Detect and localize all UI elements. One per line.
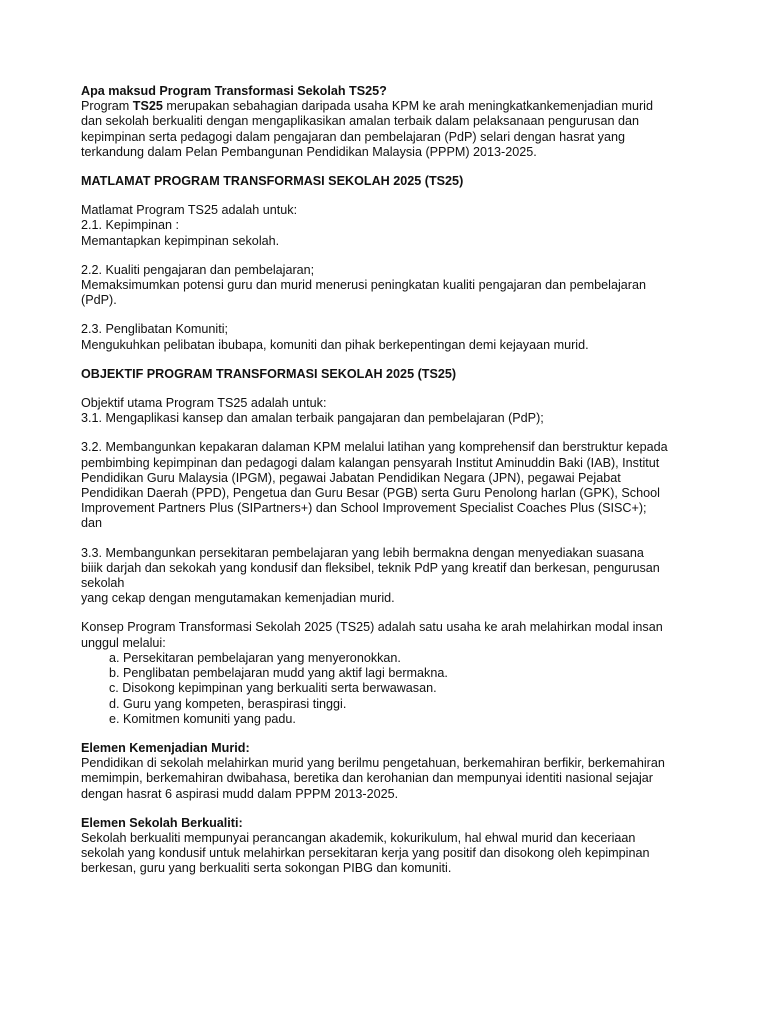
elemen-sekolah-heading: Elemen Sekolah Berkualiti: — [81, 815, 243, 830]
elemen-murid-heading: Elemen Kemenjadian Murid: — [81, 740, 250, 755]
spacer — [81, 532, 721, 546]
intro-bold-term: TS25 — [132, 99, 163, 114]
objektif-heading: OBJEKTIF PROGRAM TRANSFORMASI SEKOLAH 2025 (TS25) — [81, 366, 457, 381]
spacer — [81, 308, 721, 322]
spacer — [81, 727, 721, 741]
spacer — [81, 249, 721, 263]
konsep-intro-line: Konsep Program Transformasi Sekolah 2025 (TS25) adalah satu usaha ke arah melahirkan modal insan — [81, 620, 663, 635]
objektif-item-line: biiik darjah dan sekokah yang kondusif dan fleksibel, teknik PdP yang kreatif dan berkesan, pengurusan — [81, 560, 660, 575]
elemen-sekolah-line: Sekolah berkualiti mempunyai perancangan akademik, kokurikulum, hal ehwal murid dan keceriaan — [81, 830, 636, 845]
objektif-item-line: 3.3. Membangunkan persekitaran pembelajaran yang lebih bermakna dengan menyediakan suasana — [81, 545, 644, 560]
spacer — [81, 353, 721, 367]
matlamat-intro: Matlamat Program TS25 adalah untuk: — [81, 203, 298, 218]
spacer — [81, 382, 721, 396]
konsep-list-item: d. Guru yang kompeten, beraspirasi tinggi. — [109, 696, 347, 711]
intro-lead-text: Program — [81, 99, 133, 114]
intro-line: kepimpinan serta pedagogi dalam pengajaran dan pembelajaran (PdP) selari dengan hasrat yang — [81, 129, 625, 144]
elemen-sekolah-line: sekolah yang kondusif untuk melahirkan persekitaran kerja yang positif dan disokong oleh kepimpinan — [81, 846, 650, 861]
matlamat-item-body: (PdP). — [81, 293, 117, 308]
matlamat-item-title: 2.2. Kualiti pengajaran dan pembelajaran; — [81, 262, 315, 277]
objektif-item-line: Pendidikan Guru Malaysia (IPGM), pegawai Jabatan Pendidikan Negara (JPN), pegawai Pejabat — [81, 470, 621, 485]
elemen-murid-line: memimpin, berkemahiran dwibahasa, beretika dan kerohanian dan mempunyai identiti nasional sejajar — [81, 771, 653, 786]
objektif-item: 3.1. Mengaplikasi kansep dan amalan terbaik pangajaran dan pembelajaran (PdP); — [81, 411, 544, 426]
matlamat-item-body: Memaksimumkan potensi guru dan murid menerusi peningkatan kualiti pengajaran dan pembelajaran — [81, 278, 646, 293]
konsep-list-item: c. Disokong kepimpinan yang berkualiti serta berwawasan. — [109, 681, 437, 696]
konsep-list-item: e. Komitmen komuniti yang padu. — [109, 711, 296, 726]
intro-rest-text: merupakan sebahagian daripada usaha KPM ke arah meningkatkankemenjadian murid — [162, 99, 653, 114]
matlamat-item-body: Mengukuhkan pelibatan ibubapa, komuniti dan pihak berkepentingan demi kejayaan murid. — [81, 337, 589, 352]
konsep-intro-line: unggul melalui: — [81, 635, 166, 650]
objektif-item-line: pembimbing kepimpinan dan pedagogi dalam kalangan pensyarah Institut Aminuddin Baki (IAB), Institut — [81, 455, 660, 470]
matlamat-item-title: 2.1. Kepimpinan : — [81, 218, 180, 233]
spacer — [81, 426, 721, 440]
objektif-item-line: Pendidikan Daerah (PPD), Pengetua dan Guru Besar (PGB) serta Guru Penolong harlan (GPK), School — [81, 486, 660, 501]
matlamat-item-title: 2.3. Penglibatan Komuniti; — [81, 322, 229, 337]
objektif-item-line: sekolah — [81, 576, 125, 591]
intro-line: dan sekolah berkualiti dengan mengaplikasikan amalan terbaik dalam pelaksanaan pengurusan dan — [81, 114, 640, 129]
spacer — [81, 189, 721, 203]
intro-line: terkandung dalam Pelan Pembangunan Pendidikan Malaysia (PPPM) 2013-2025. — [81, 144, 537, 159]
elemen-murid-line: dengan hasrat 6 aspirasi mudd dalam PPPM 2013-2025. — [81, 786, 399, 801]
konsep-list-item: b. Penglibatan pembelajaran mudd yang aktif lagi bermakna. — [109, 666, 448, 681]
objektif-item-line: dan — [81, 516, 103, 531]
konsep-list-item: a. Persekitaran pembelajaran yang menyeronokkan. — [109, 650, 401, 665]
matlamat-item-body: Memantapkan kepimpinan sekolah. — [81, 233, 280, 248]
intro-paragraph-first-line — [81, 99, 721, 114]
objektif-item-line: yang cekap dengan mengutamakan kemenjadian murid. — [81, 591, 395, 606]
objektif-item-line: Improvement Partners Plus (SIPartners+) dan School Improvement Specialist Coaches Plus (SISC+); — [81, 501, 647, 516]
spacer — [81, 160, 721, 174]
spacer — [81, 606, 721, 620]
elemen-murid-line: Pendidikan di sekolah melahirkan murid yang berilmu pengetahuan, berkemahiran berfikir, berkemahiran — [81, 756, 665, 771]
matlamat-heading: MATLAMAT PROGRAM TRANSFORMASI SEKOLAH 2025 (TS25) — [81, 174, 464, 189]
objektif-intro: Objektif utama Program TS25 adalah untuk: — [81, 396, 327, 411]
intro-question: Apa maksud Program Transformasi Sekolah TS25? — [81, 84, 387, 98]
document-page — [81, 84, 721, 877]
spacer — [81, 802, 721, 816]
objektif-item-line: 3.2. Membangunkan kepakaran dalaman KPM melalui latihan yang komprehensif dan berstruktur kepada — [81, 440, 668, 455]
elemen-sekolah-line: berkesan, guru yang berkualiti serta sokongan PIBG dan komuniti. — [81, 861, 452, 876]
